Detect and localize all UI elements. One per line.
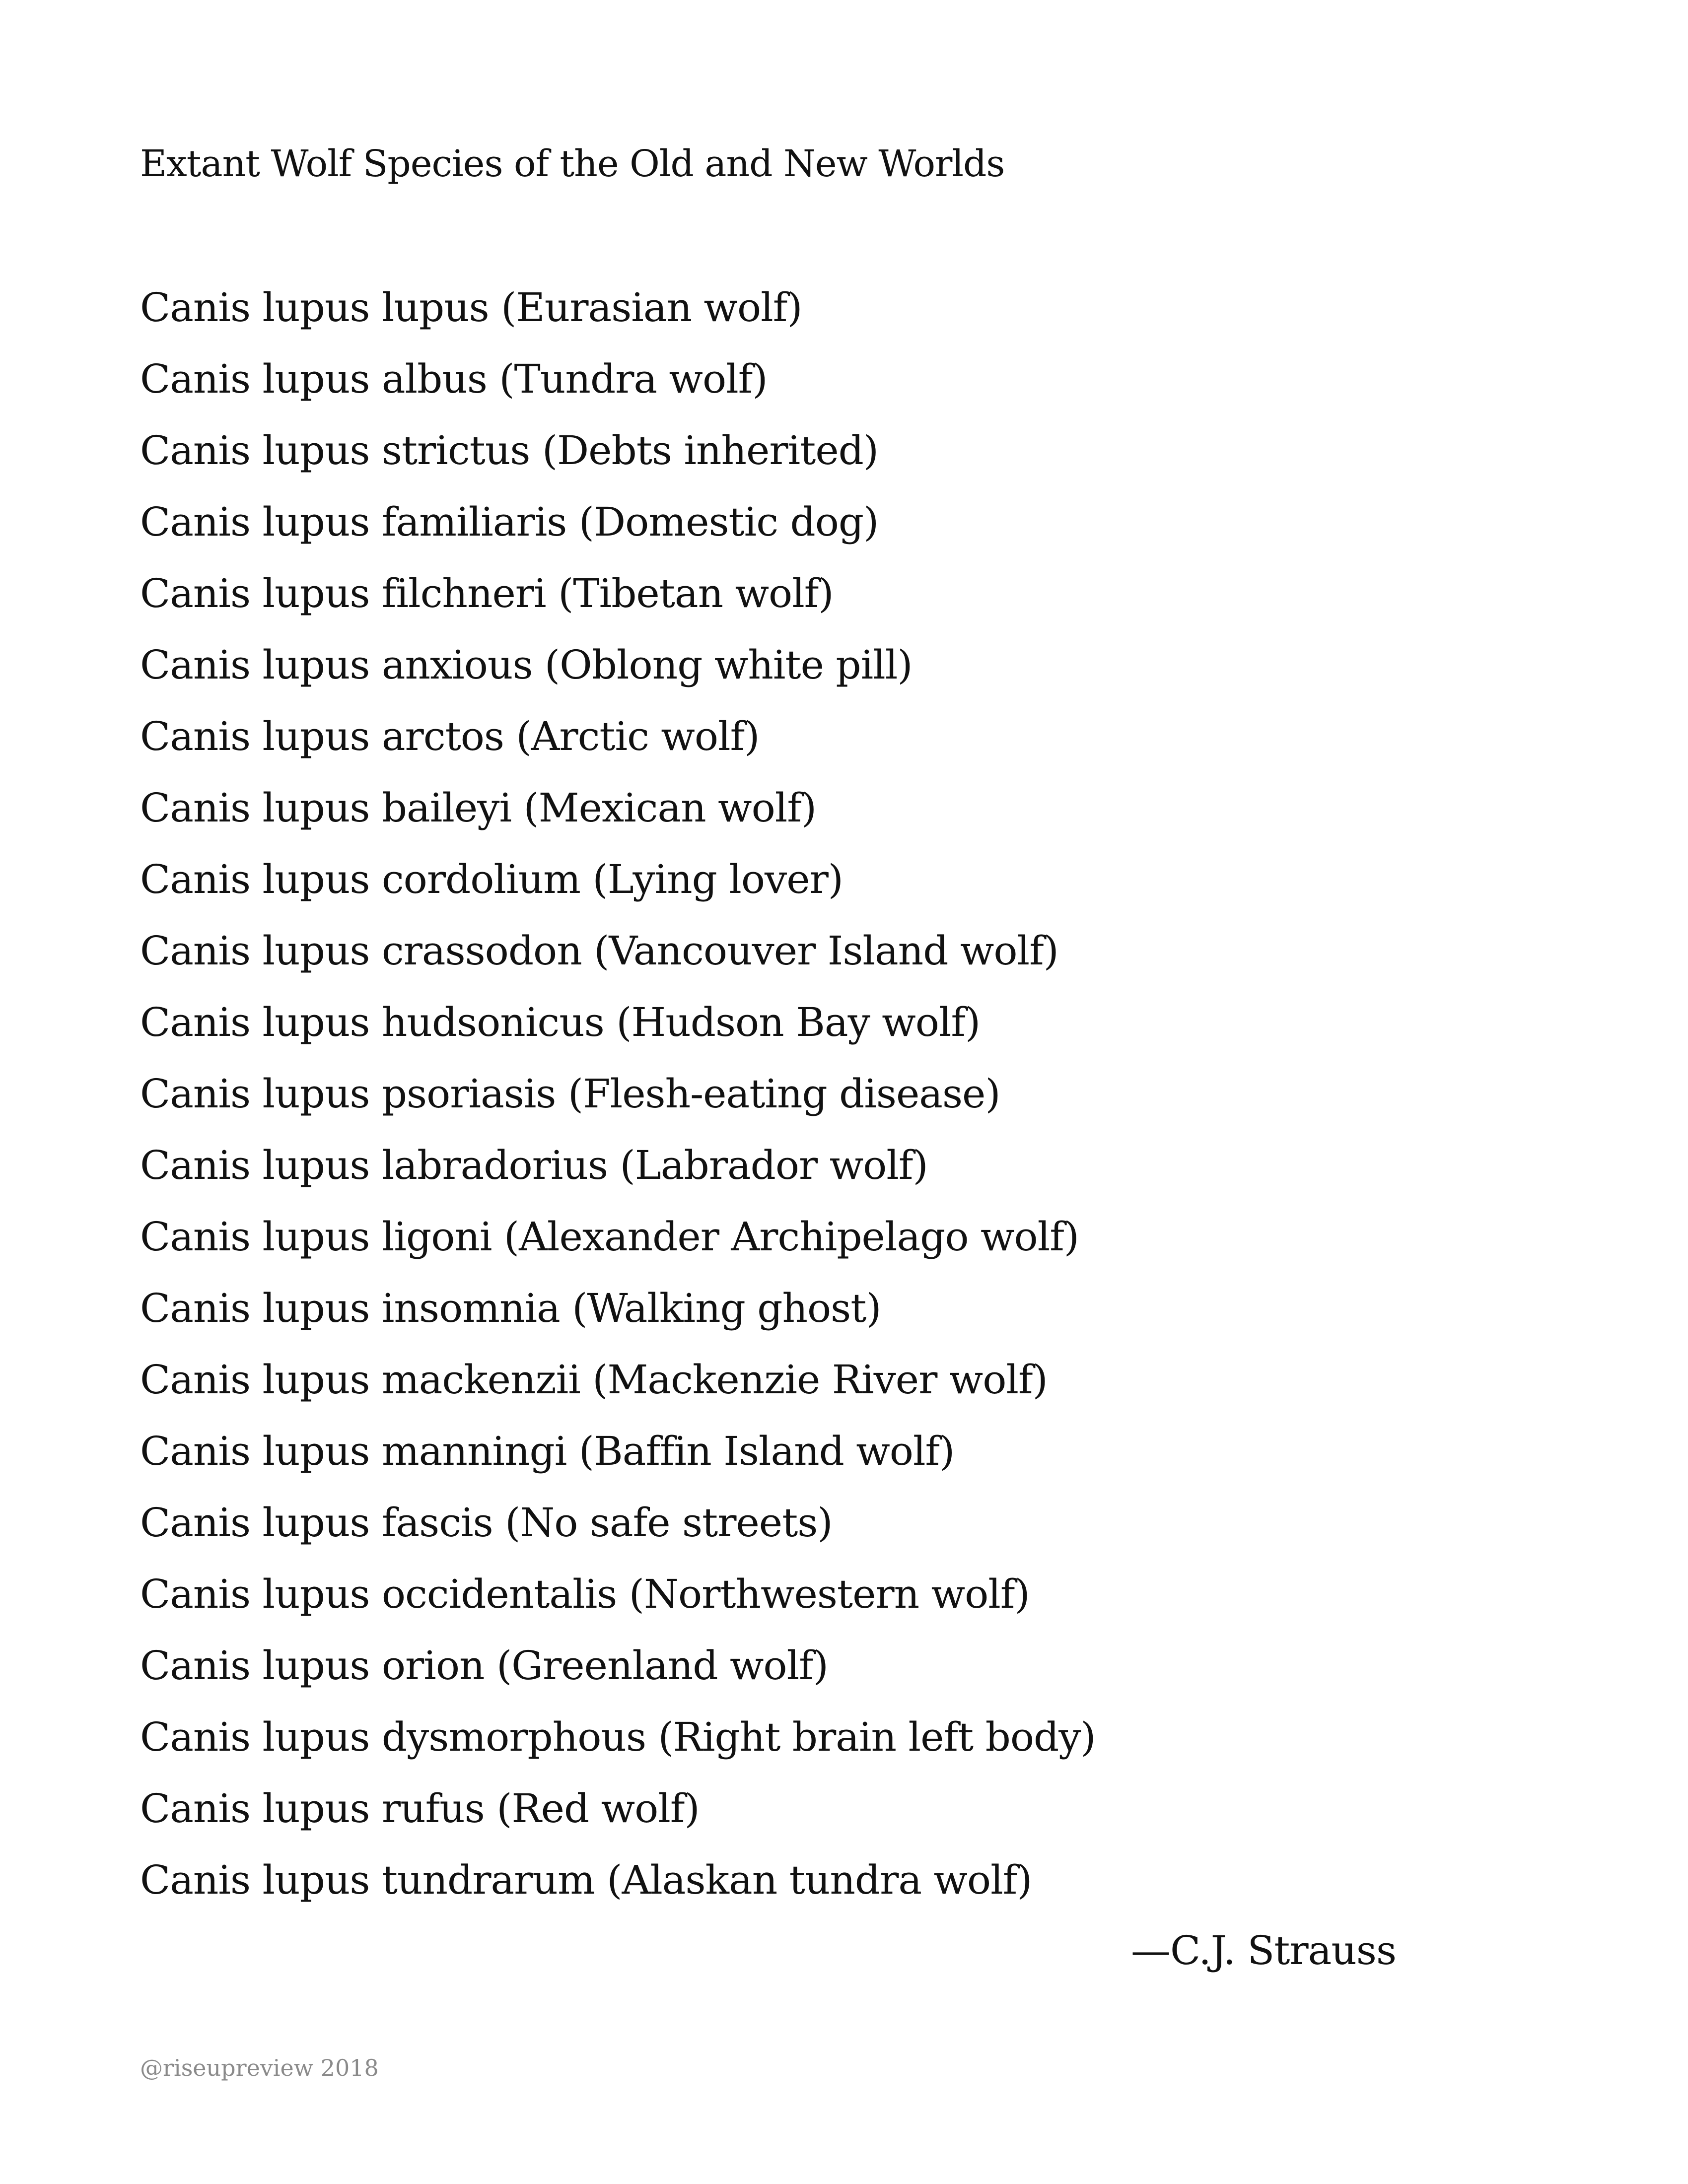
species-line: Canis lupus tundrarum (Alaskan tundra wolf) xyxy=(140,1857,1032,1903)
poem-title: Extant Wolf Species of the Old and New Worlds xyxy=(140,142,1005,185)
species-line: Canis lupus filchneri (Tibetan wolf) xyxy=(140,570,834,616)
species-line: Canis lupus insomnia (Walking ghost) xyxy=(140,1285,881,1331)
species-line: Canis lupus rufus (Red wolf) xyxy=(140,1785,700,1832)
species-line: Canis lupus fascis (No safe streets) xyxy=(140,1500,833,1546)
species-line: Canis lupus psoriasis (Flesh-eating disease) xyxy=(140,1071,1000,1117)
species-line: Canis lupus occidentalis (Northwestern wolf) xyxy=(140,1571,1030,1617)
copyright-notice: @riseupreview 2018 xyxy=(140,2054,379,2081)
species-list xyxy=(140,278,1096,1922)
species-line: Canis lupus mackenzii (Mackenzie River wolf) xyxy=(140,1357,1048,1403)
author-attribution: —C.J. Strauss xyxy=(1130,1927,1396,1974)
species-line: Canis lupus cordolium (Lying lover) xyxy=(140,856,844,902)
species-line: Canis lupus familiaris (Domestic dog) xyxy=(140,499,879,545)
species-line: Canis lupus baileyi (Mexican wolf) xyxy=(140,785,817,831)
species-line: Canis lupus hudsonicus (Hudson Bay wolf) xyxy=(140,999,981,1045)
species-line: Canis lupus crassodon (Vancouver Island wolf) xyxy=(140,928,1058,974)
species-line: Canis lupus dysmorphous (Right brain left body) xyxy=(140,1714,1096,1760)
species-line: Canis lupus albus (Tundra wolf) xyxy=(140,356,768,402)
species-line: Canis lupus lupus (Eurasian wolf) xyxy=(140,284,802,331)
species-line: Canis lupus arctos (Arctic wolf) xyxy=(140,713,760,759)
species-line: Canis lupus strictus (Debts inherited) xyxy=(140,427,879,474)
species-line: Canis lupus anxious (Oblong white pill) xyxy=(140,642,913,688)
species-line: Canis lupus ligoni (Alexander Archipelago wolf) xyxy=(140,1214,1079,1260)
species-line: Canis lupus labradorius (Labrador wolf) xyxy=(140,1142,928,1188)
species-line: Canis lupus manningi (Baffin Island wolf) xyxy=(140,1428,955,1474)
species-line: Canis lupus orion (Greenland wolf) xyxy=(140,1642,828,1689)
